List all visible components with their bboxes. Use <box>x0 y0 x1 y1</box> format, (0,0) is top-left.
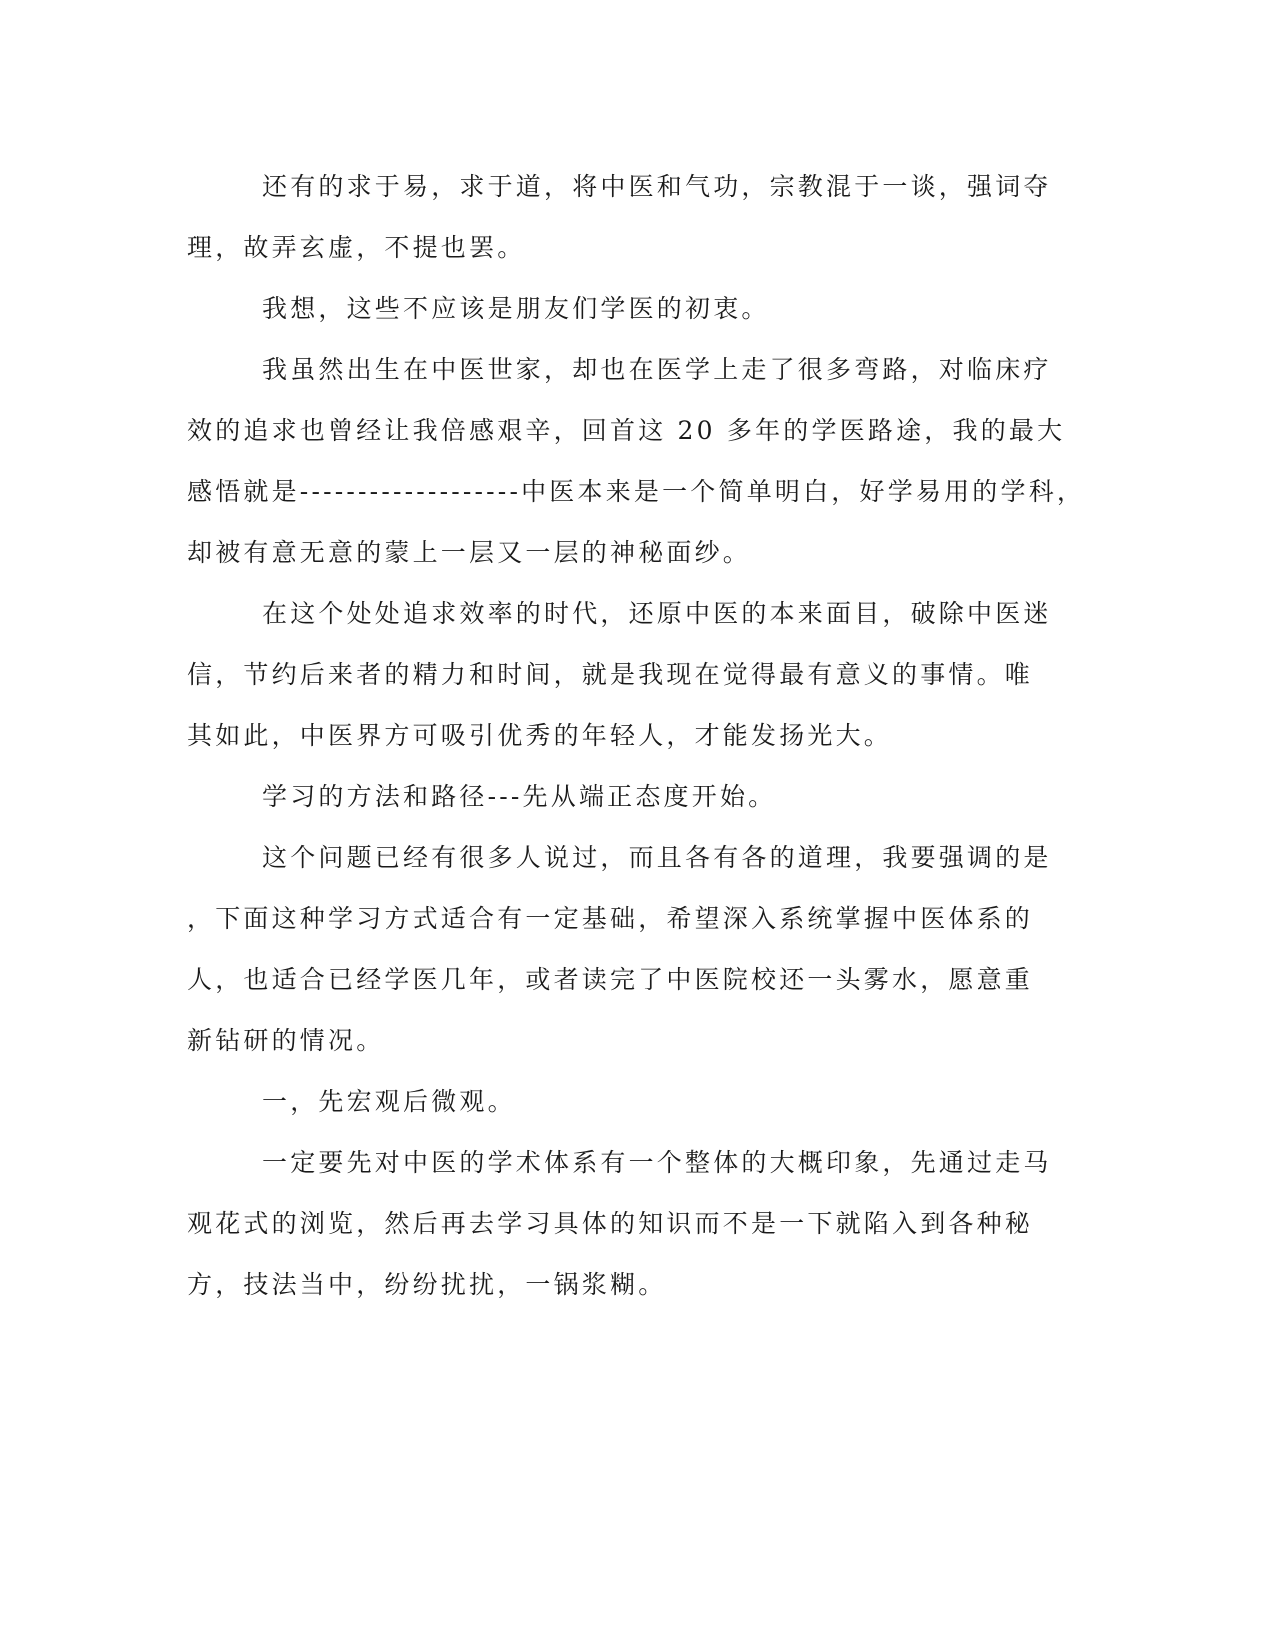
text-line: 我想，这些不应该是朋友们学医的初衷。 <box>262 294 770 323</box>
text-line: 在这个处处追求效率的时代，还原中医的本来面目，破除中医迷 <box>262 599 1052 628</box>
text-line: 感悟就是-------------------中医本来是一个简单明白，好学易用的学科， <box>187 477 1086 506</box>
text-line: 人，也适合已经学医几年，或者读完了中医院校还一头雾水，愿意重 <box>187 965 1034 994</box>
text-line: 这个问题已经有很多人说过，而且各有各的道理，我要强调的是 <box>262 843 1052 872</box>
text-line: 效的追求也曾经让我倍感艰辛，回首这 20 多年的学医路途，我的最大 <box>187 416 1066 445</box>
text-line: 新钻研的情况。 <box>187 1026 385 1055</box>
text-line: 我虽然出生在中医世家，却也在医学上走了很多弯路，对临床疗 <box>262 355 1052 384</box>
text-line: 其如此，中医界方可吸引优秀的年轻人，才能发扬光大。 <box>187 721 893 750</box>
text-line: 理，故弄玄虚，不提也罢。 <box>187 233 526 262</box>
text-line: 一定要先对中医的学术体系有一个整体的大概印象，先通过走马 <box>262 1148 1052 1177</box>
text-line: 方，技法当中，纷纷扰扰，一锅浆糊。 <box>187 1270 667 1299</box>
text-line: 学习的方法和路径---先从端正态度开始。 <box>262 782 777 811</box>
text-line: ，下面这种学习方式适合有一定基础，希望深入系统掌握中医体系的 <box>187 904 1034 933</box>
text-line: 信，节约后来者的精力和时间，就是我现在觉得最有意义的事情。唯 <box>187 660 1034 689</box>
document-body <box>187 156 1086 1315</box>
text-line: 一，先宏观后微观。 <box>262 1087 516 1116</box>
text-line: 观花式的浏览，然后再去学习具体的知识而不是一下就陷入到各种秘 <box>187 1209 1034 1238</box>
text-line: 却被有意无意的蒙上一层又一层的神秘面纱。 <box>187 538 752 567</box>
text-line: 还有的求于易，求于道，将中医和气功，宗教混于一谈，强词夺 <box>262 172 1052 201</box>
